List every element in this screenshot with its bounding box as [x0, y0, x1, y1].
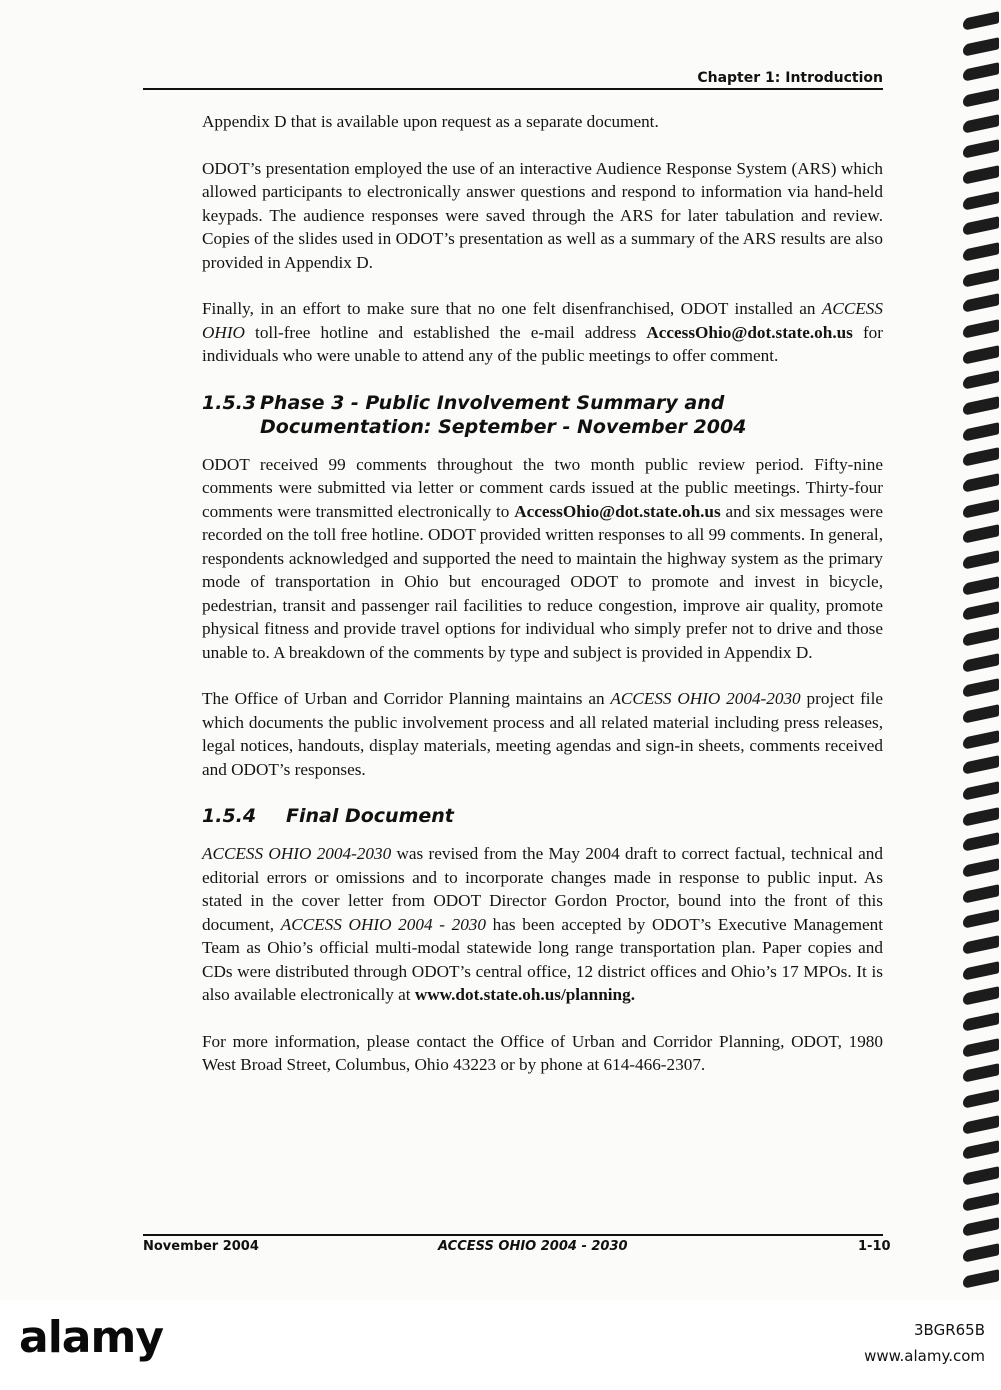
footer-document-title: ACCESS OHIO 2004 - 2030: [438, 1239, 628, 1254]
coil: [963, 858, 999, 878]
paragraph-final-document: [202, 842, 883, 1007]
website-url: www.dot.state.oh.us/planning.: [414, 985, 635, 1004]
coil: [963, 524, 999, 544]
coil: [963, 447, 999, 467]
coil: [963, 1089, 999, 1109]
text-run: has been accepted by ODOT’s Executive Management Team as Ohio’s official multi-modal statewide long range transportation plan. Paper copies and CDs were distributed through ODOT’s central office, 12 district offices and Ohio’s 17 MPOs. It is also available electronically at: [202, 914, 883, 1004]
section-number: 1.5.3: [202, 391, 257, 414]
paragraph-contact: For more information, please contact the Office of Urban and Corridor Planning, ODOT, 1980 West Broad Street, Columbus, Ohio 43223 or by phone at 614-466-2307.: [202, 1031, 883, 1074]
coil: [963, 935, 999, 955]
coil: [963, 370, 999, 390]
spiral-binding: [953, 0, 1001, 1300]
coil: [963, 345, 999, 365]
coil: [963, 833, 999, 853]
italic-title: ACCESS OHIO 2004-2030: [610, 689, 801, 708]
coil: [963, 37, 999, 57]
coil: [963, 1141, 999, 1161]
coil: [963, 1064, 999, 1084]
coil: [963, 730, 999, 750]
coil: [963, 1038, 999, 1058]
watermark-url: www.alamy.com: [864, 1347, 985, 1365]
text-run: The Office of Urban and Corridor Planning maintains an: [202, 689, 611, 708]
paragraph-appendix-d: Appendix D that is available upon request as a separate document.: [202, 112, 659, 131]
coil: [963, 216, 999, 236]
coil: [963, 755, 999, 775]
coil: [963, 114, 999, 134]
coil: [963, 576, 999, 596]
coil: [963, 601, 999, 621]
text-run: toll-free hotline and established the e-mail address: [244, 322, 647, 342]
coil: [963, 165, 999, 185]
image-id: 3BGR65B: [914, 1321, 985, 1339]
coil: [963, 319, 999, 339]
coil: [963, 884, 999, 904]
text-run: project file which documents the public involvement process and all related material including press releases, legal notices, handouts, display materials, meeting agendas and sign-in sheets, comments received and ODOT’s responses.: [202, 689, 883, 779]
italic-title: ACCESS OHIO: [202, 299, 883, 342]
italic-title: ACCESS OHIO 2004-2030: [202, 844, 392, 863]
section-title: Final Document: [286, 805, 454, 827]
header-rule: [143, 88, 883, 90]
coil: [963, 910, 999, 930]
email-address: AccessOhio@dot.state.oh.us: [514, 501, 721, 521]
footer-date: November 2004: [143, 1239, 259, 1254]
italic-title: ACCESS OHIO 2004 - 2030: [280, 914, 486, 934]
coil: [963, 422, 999, 442]
section-1-5-4-heading: [202, 804, 883, 828]
text-run: ODOT received 99 comments throughout the two month public review period. Fifty-nine comments were submitted via letter or comment cards issued at the public meetings. Thirty-four comments were transmitted electronically to: [202, 454, 883, 521]
coil: [963, 88, 999, 108]
page-number: 1-10: [858, 1239, 891, 1254]
coil: [963, 627, 999, 647]
coil: [963, 1012, 999, 1032]
text-run: was revised from the May 2004 draft to correct factual, technical and editorial errors or omissions and to incorporate changes made in response to public input. As stated in the cover letter from ODOT Director Gordon Proctor, bound into the front of this document,: [202, 844, 883, 934]
coil: [963, 139, 999, 159]
coil: [963, 961, 999, 981]
coil: [963, 987, 999, 1007]
coil: [963, 653, 999, 673]
coil: [963, 396, 999, 416]
coil: [963, 807, 999, 827]
coil: [963, 473, 999, 493]
coil: [963, 268, 999, 288]
coil: [963, 293, 999, 313]
coil: [963, 1269, 999, 1289]
coil: [963, 1218, 999, 1238]
text-run: for individuals who were unable to attend any of the public meetings to offer comment.: [202, 322, 884, 365]
coil: [963, 550, 999, 570]
paragraph-comments: [202, 453, 883, 665]
section-1-5-3-heading: [202, 391, 883, 439]
coil: [963, 704, 999, 724]
section-title-line2: Documentation: September - November 2004: [260, 415, 747, 438]
alamy-logo: alamy: [19, 1312, 163, 1363]
coil: [963, 1166, 999, 1186]
footer-rule: [143, 1234, 883, 1236]
coil: [963, 1243, 999, 1263]
section-title-line1: Phase 3 - Public Involvement Summary and: [260, 391, 725, 414]
coil: [963, 499, 999, 519]
coil: [963, 242, 999, 262]
body-text: [202, 110, 883, 1100]
email-address: AccessOhio@dot.state.oh.us: [646, 322, 853, 342]
text-run: and six messages were recorded on the toll free hotline. ODOT provided written responses to all 99 comments. In general, respondents acknowledged and supported the need to maintain the highway system as the primary mode of transportation in Ohio but encouraged ODOT to promote and invest in bicycle, pedestrian, transit and passenger rail facilities to reduce congestion, improve air quality, promote physical fitness and provide travel options for individual who simply prefer not to drive and those unable to. A breakdown of the comments by type and subject is provided in Appendix D.: [202, 501, 884, 662]
paragraph-hotline: [202, 297, 883, 368]
chapter-heading: Chapter 1: Introduction: [697, 70, 883, 86]
text-run: Finally, in an effort to make sure that no one felt disenfranchised, ODOT installed an: [202, 299, 822, 318]
coil: [963, 11, 999, 31]
paragraph-project-file: [202, 687, 883, 781]
coil: [963, 1192, 999, 1212]
coil: [963, 781, 999, 801]
paragraph-ars: ODOT’s presentation employed the use of an interactive Audience Response System (ARS) which allowed participants to electronically answer questions and respond to information via hand-held keypads. The audience responses were saved through the ARS for later tabulation and review. Copies of the slides used in ODOT’s presentation as well as a summary of the ARS results are also provided in Appendix D.: [202, 158, 883, 272]
coil: [963, 1115, 999, 1135]
coil: [963, 678, 999, 698]
coil: [963, 191, 999, 211]
coil: [963, 62, 999, 82]
section-number: 1.5.4: [202, 805, 257, 827]
